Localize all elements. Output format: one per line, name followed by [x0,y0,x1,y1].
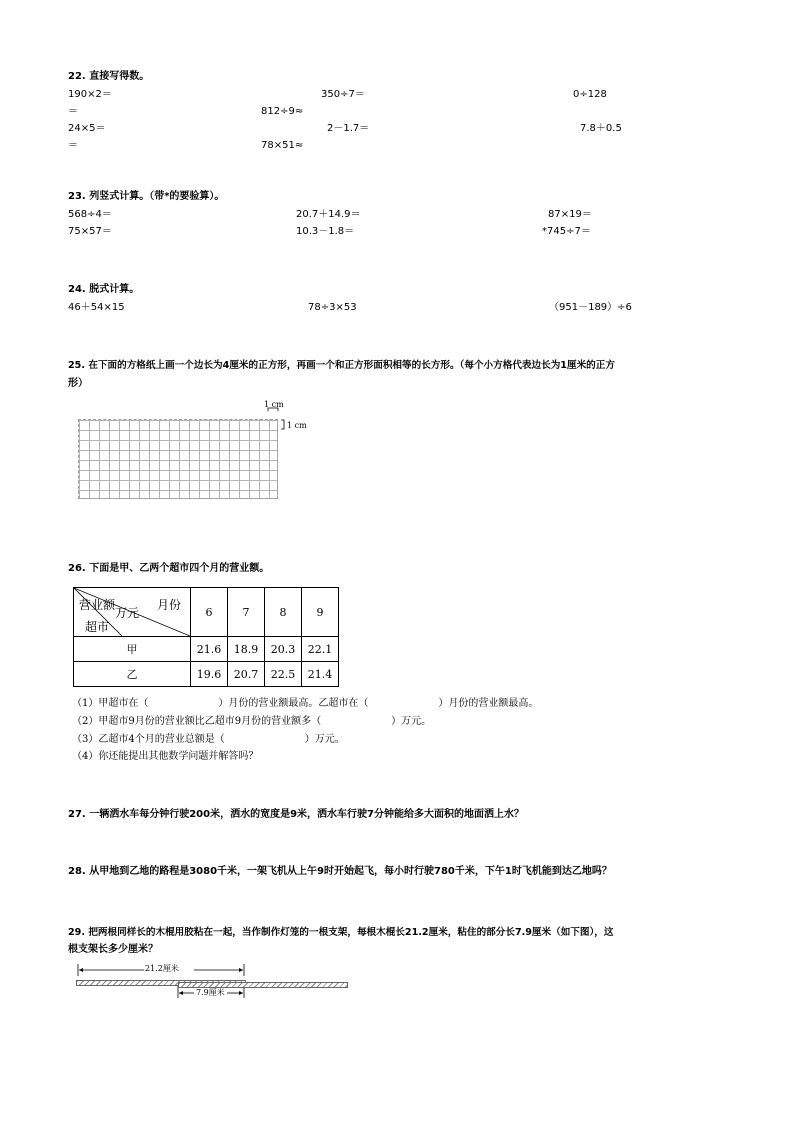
q23-item: *745÷7＝ [542,226,591,237]
table-cell: 21.6 [191,637,228,662]
q23-item: 75×57＝ [68,226,112,237]
q26-sub-question: （1）甲超市在（ ）月份的营业额最高。乙超市在（ ）月份的营业额最高。 [72,698,539,709]
q24-item: 78÷3×53 [308,302,357,313]
market-name: 甲 [74,637,191,662]
q26-sub-question: （2）甲超市9月份的营业额比乙超市9月份的营业额多（ ）万元。 [72,716,432,727]
q23-item: 568÷4＝ [68,209,112,220]
q23-title: 23. 列竖式计算。（带*的要验算）。 [68,191,225,202]
q23-item: 87×19＝ [548,209,592,220]
q22-item: 2－1.7＝ [327,123,370,134]
table-cell: 18.9 [228,637,265,662]
corner-label-market: 超市 [85,620,110,634]
table-cell: 22.5 [265,662,302,687]
q22-item: 78×51≈ [261,140,304,151]
q22-item: ＝ [68,140,78,151]
table-row [74,637,339,662]
rod-length-label: 21.2厘米 [145,964,179,973]
q28-text: 28. 从甲地到乙地的路程是3080千米，一架飞机从上午9时开始起飞，每小时行驶780千米，下午1时飞机能到达乙地吗？ [68,866,612,877]
grid-paper [78,419,278,499]
q22-item: 812÷9≈ [261,106,304,117]
corner-label-revenue: 营业额 [79,598,116,612]
q26-sub-question: （4）你还能提出其他数学问题并解答吗？ [72,751,259,762]
q23-item: 20.7＋14.9＝ [296,209,361,220]
q25-text-line1: 25. 在下面的方格纸上画一个边长为4厘米的正方形，再画一个和正方形面积相等的长方形。（每个小方格代表边长为1厘米的正方 [68,360,615,371]
overlap-length-label: 7.9厘米 [196,988,225,997]
q22-item: 190×2＝ [68,89,112,100]
corner-label-unit: 万元 [115,606,140,620]
q22-item: 7.8＋0.5 [580,123,622,134]
month-header: 8 [265,588,302,637]
q22-title: 22. 直接写得数。 [68,71,150,82]
q22-item: 0÷128 [573,89,607,100]
corner-label-month: 月份 [157,598,182,612]
q26-sub-question: （3）乙超市4个月的营业总额是（ ）万元。 [72,734,345,745]
month-header: 7 [228,588,265,637]
table-cell: 20.7 [228,662,265,687]
q22-item: 24×5＝ [68,123,106,134]
table-cell: 21.4 [302,662,339,687]
q24-item: 46＋54×15 [68,302,125,313]
q23-item: 10.3－1.8＝ [296,226,355,237]
unit-label-top: 1 cm [264,400,284,409]
unit-label-right: 1 cm [287,421,307,430]
q29-text-line2: 根支架长多少厘米？ [68,944,158,955]
q29-text-line1: 29. 把两根同样长的木棍用胶粘在一起，当作制作灯笼的一根支架，每根木棍长21.2厘米，粘住的部分长7.9厘米（如下图），这 [68,927,614,938]
q24-title: 24. 脱式计算。 [68,284,140,295]
q22-item: 350÷7＝ [321,89,365,100]
q27-text: 27. 一辆洒水车每分钟行驶200米，洒水的宽度是9米，洒水车行驶7分钟能给多大面积的地面洒上水？ [68,809,524,820]
q26-title: 26. 下面是甲、乙两个超市四个月的营业额。 [68,563,270,574]
table-cell: 22.1 [302,637,339,662]
month-header: 9 [302,588,339,637]
table-row [74,662,339,687]
corner-header-cell [74,588,191,637]
sales-table [73,587,339,687]
market-name: 乙 [74,662,191,687]
table-header-row [74,588,339,637]
table-cell: 19.6 [191,662,228,687]
q25-text-line2: 形） [68,378,88,389]
month-header: 6 [191,588,228,637]
table-cell: 20.3 [265,637,302,662]
q24-item: （951－189）÷6 [549,302,632,313]
q22-item: ＝ [68,106,78,117]
